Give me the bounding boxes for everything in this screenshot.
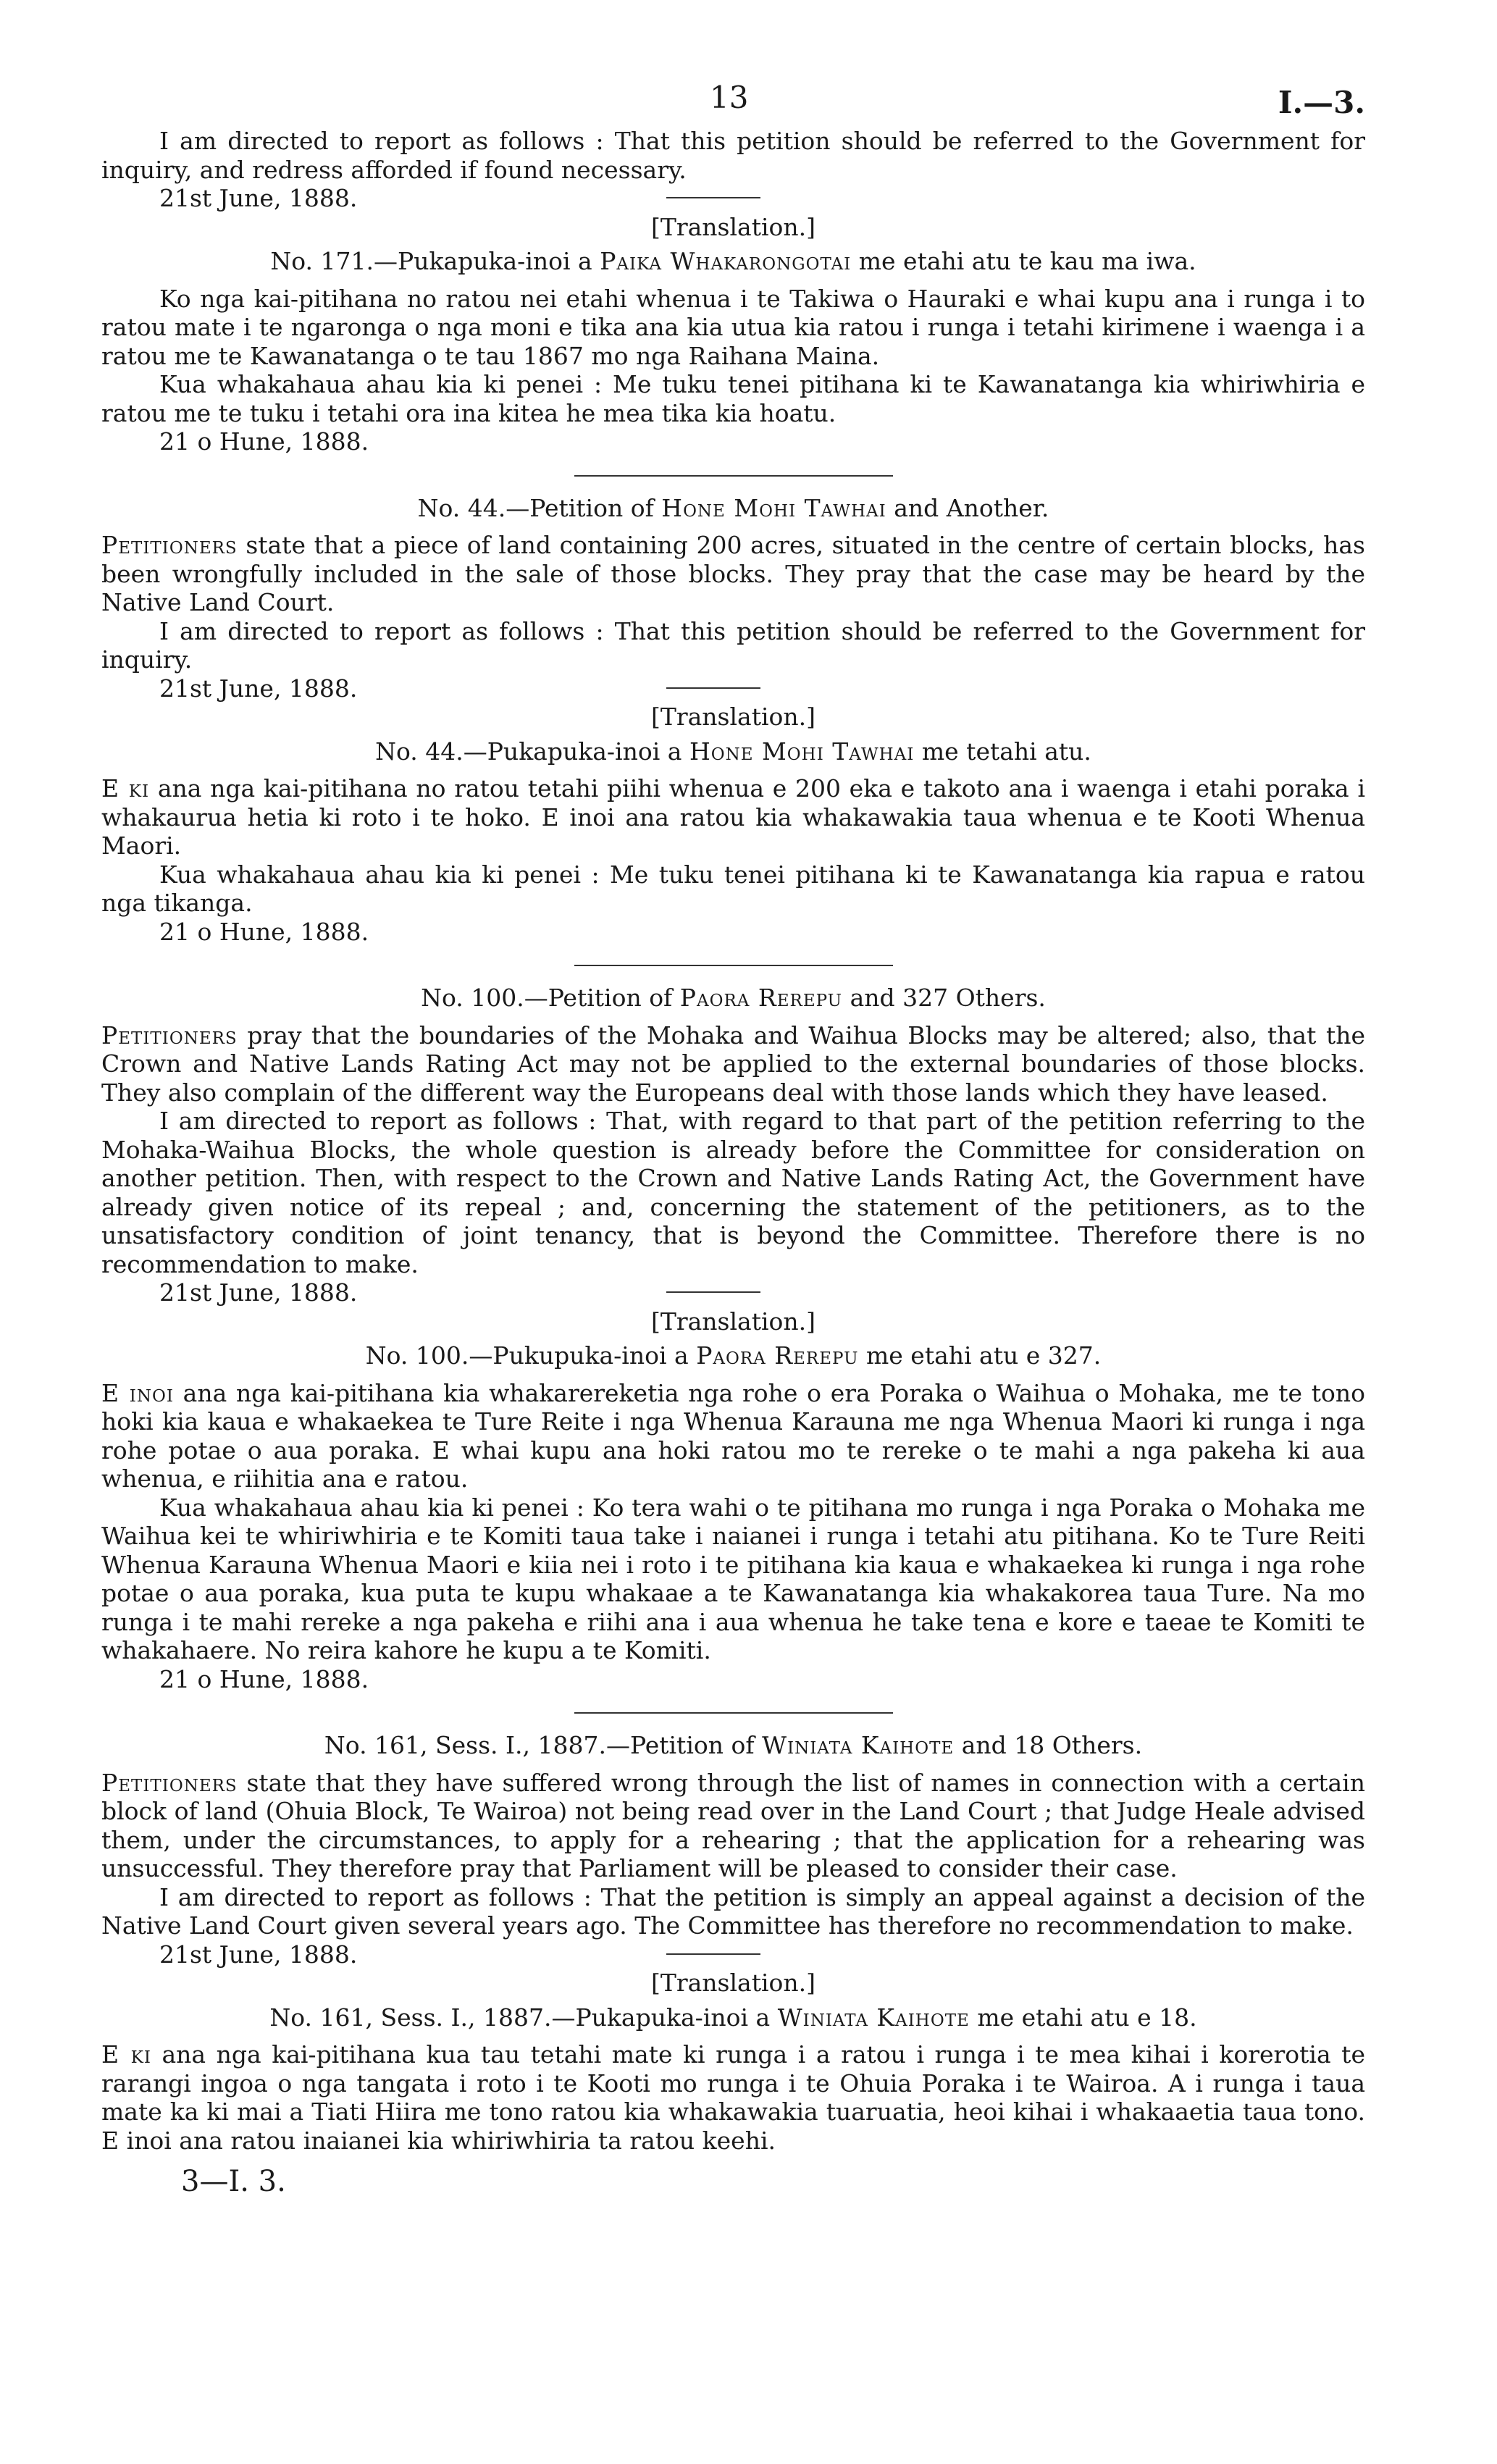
section-petition-44 [101,494,1365,732]
section-petition-171-translation [101,247,1365,456]
section-divider [574,965,893,966]
report-paragraph: I am directed to report as follows : That this petition should be referred to the Government for inquiry. [101,616,1365,674]
title-prefix: No. 161, Sess. I., 1887.—Petition of [324,1731,755,1759]
short-rule [666,687,760,689]
section-petition-100-translation [101,1341,1365,1693]
section-petition-161-translation [101,2003,1365,2155]
petitioner-name: Hone Mohi Tawhai [661,493,886,522]
section-petition-44-translation [101,737,1365,947]
date-line [101,918,1365,947]
document-reference: I.—3. [1278,85,1365,120]
section-divider [574,475,893,477]
paragraph-text: pray that the boundaries of the Mohaka and Waihua Blocks may be altered; also, that the Crown and Native Lands Rating Act may not be applied to the external boundaries of those blocks. They also complain of the different way the Europeans deal with those lands which they have leased. [101,1021,1365,1107]
date-text: 21st June, 1888. [159,184,358,212]
report-paragraph: I am directed to report as follows : That, with regard to that part of the petition referring to the Mohaka-Waihua Blocks, the whole question is already before the Committee for consideration on another petition. Then, with respect to the Crown and Native Lands Rating Act, the Government have already given notice of its repeal ; and, concerning the statement of the petitioners, as to the unsatisfactory condition of joint tenancy, that is beyond the Committee. Therefore there is no recommendation to make. [101,1107,1365,1278]
section-petition-161 [101,1731,1365,1998]
lead-word: E ki [101,774,150,803]
date-text: 21st June, 1888. [159,1940,358,1969]
title-suffix: me etahi atu e 327. [865,1341,1102,1370]
petition-title [101,494,1365,523]
petitioner-name: Paika Whakarongotai [600,247,852,275]
petition-paragraph [101,1769,1365,1883]
date-line [101,1940,1365,1969]
report-paragraph: Kua whakahaua ahau kia ki penei : Me tuku tenei pitihana ki te Kawanatanga kia rapua e ratou nga tikanga. [101,860,1365,917]
title-prefix: No. 161, Sess. I., 1887.—Pukapuka-inoi a [269,2003,771,2032]
translation-label: [Translation.] [650,1969,816,1997]
title-prefix: No. 100.—Petition of [421,984,673,1012]
report-paragraph: I am directed to report as follows : That the petition is simply an appeal against a decision of the Native Land Court given several years ago. The Committee has therefore no recommendation to make. [101,1882,1365,1940]
section-petition-100 [101,984,1365,1336]
report-paragraph: Kua whakahaua ahau kia ki penei : Me tuku tenei pitihana ki te Kawanatanga kia whiriwhiria e ratou me te tuku i tetahi ora ina kitea he mea tika kia hoatu. [101,370,1365,427]
lead-word: Petitioners [101,1021,238,1049]
petitioner-name: Hone Mohi Tawhai [689,737,915,766]
petitioner-name: Paora Rerepu [679,984,843,1012]
paragraph-text: ana nga kai-pitihana kia whakarereketia nga rohe o era Poraka o Waihua o Mohaka, me te tono hoki kia kaua e whakaekea te Ture Reite i nga Whenua Karauna me nga Whenua Maori ki runga i nga rohe potae o aua poraka. E whai kupu ana hoki ratou mo te rereke o te mahi a nga pakeha ki aua whenua, e riihitia ana e ratou. [101,1378,1366,1493]
petition-paragraph [101,1021,1365,1107]
translation-label: [Translation.] [650,1307,816,1336]
date-text: 21st June, 1888. [159,674,358,703]
date-line [101,427,1365,456]
section-divider [574,1712,893,1714]
document-page [101,69,1365,2198]
petition-title [101,1731,1365,1760]
lead-word: E ki [101,2040,151,2069]
paragraph-text: ana nga kai-pitihana no ratou tetahi piihi whenua e 200 eka e takoto ana i waenga i etahi poraka i whakaurua hetia ki roto i te hoko. E inoi ana ratou kia whakawakia taua whenua e te Kooti Whenua Maori. [101,774,1366,860]
paragraph-text: ana nga kai-pitihana kua tau tetahi mate ki runga i a ratou i runga i te mea kihai i korerotia te rarangi ingoa o nga tangata i roto i te Kooti mo runga i te Ohuia Poraka i te Wairoa. A i runga i taua mate ka ki mai a Tiati Hiira me tono ratou kia whakawakia tuaruatia, heoi kihai i whakaaetia taua tono. E inoi ana ratou inaianei kia whiriwhiria ta ratou keehi. [101,2040,1365,2155]
petition-paragraph: Ko nga kai-pitihana no ratou nei etahi whenua i te Takiwa o Hauraki e whai kupu ana i runga i to ratou mate i te ngaronga o nga moni e tika ana kia utua kia ratou i runga i tetahi kirimene i waenga i a ratou me te Kawanatanga o te tau 1867 mo nga Raihana Maina. [101,284,1365,370]
petition-title [101,1341,1365,1370]
date-line [101,674,1365,703]
petition-title [101,737,1365,766]
paragraph-text: state that they have suffered wrong through the list of names in connection with a certain block of land (Ohuia Block, Te Wairoa) not being read over in the Land Court ; that Judge Heale advised them, under the circumstances, to apply for a rehearing ; that the application for a rehearing was unsuccessful. They therefore pray that Parliament will be pleased to consider their case. [101,1768,1365,1882]
title-suffix: and Another. [894,493,1049,522]
page-header [101,69,1365,127]
petition-title [101,2003,1365,2032]
translation-label: [Translation.] [650,703,816,731]
title-prefix: No. 44.—Petition of [417,493,654,522]
petition-paragraph [101,774,1365,860]
title-suffix: me etahi atu e 18. [977,2003,1197,2032]
lead-word: Petitioners [101,531,238,559]
date-line [101,1278,1365,1307]
short-rule [666,197,760,198]
title-suffix: and 18 Others. [961,1731,1143,1759]
title-prefix: No. 44.—Pukapuka-inoi a [375,737,682,766]
petition-title [101,247,1365,276]
paragraph-text: state that a piece of land containing 200 acres, situated in the centre of certain blocks, has been wrongfully included in the sale of those blocks. They pray that the case may be heard by the Native Land Court. [101,531,1365,616]
lead-word: Petitioners [101,1768,238,1797]
title-suffix: and 327 Others. [850,984,1046,1012]
date-text: 21 o Hune, 1888. [159,1664,369,1693]
petitioner-name: Paora Rerepu [696,1341,859,1370]
translation-label: [Translation.] [650,212,816,241]
date-line [101,184,1365,213]
report-paragraph: I am directed to report as follows : That this petition should be referred to the Government for inquiry, and redress afforded if found necessary. [101,127,1365,184]
petition-paragraph [101,2040,1365,2155]
date-text: 21 o Hune, 1888. [159,917,369,946]
lead-word: E inoi [101,1378,174,1407]
short-rule [666,1953,760,1955]
section-intro [101,127,1365,241]
title-prefix: No. 171.—Pukapuka-inoi a [270,247,592,275]
title-suffix: me etahi atu te kau ma iwa. [858,247,1196,275]
title-suffix: me tetahi atu. [921,737,1091,766]
short-rule [666,1291,760,1293]
petitioner-name: Winiata Kaihote [762,1731,955,1759]
page-number: 13 [710,80,749,115]
petition-paragraph [101,531,1365,617]
date-text: 21st June, 1888. [159,1278,358,1307]
petitioner-name: Winiata Kaihote [777,2003,970,2032]
petition-title [101,984,1365,1013]
date-line [101,1665,1365,1694]
report-paragraph: Kua whakahaua ahau kia ki penei : Ko tera wahi o te pitihana mo runga i nga Poraka o Mohaka me Waihua kei te whiriwhiria e te Komiti taua take i naianei i runga i tetahi atu pitihana. Ko te Ture Reiti Whenua Karauna Whenua Maori e kiia nei i roto i te pitihana kia kaua e whakaekea ki runga i nga rohe potae o aua poraka, kua puta te kupu whakaae a te Kawanatanga kia whakakorea taua Ture. Na mo runga i te mahi rereke a nga pakeha e riihi ana i aua whenua he take tena e kore e taeae te Komiti te whakahaere. No reira kahore he kupu a te Komiti. [101,1493,1365,1664]
petition-paragraph [101,1379,1365,1493]
date-text: 21 o Hune, 1888. [159,427,369,456]
signature-mark: 3—I. 3. [181,2165,286,2198]
title-prefix: No. 100.—Pukupuka-inoi a [365,1341,689,1370]
